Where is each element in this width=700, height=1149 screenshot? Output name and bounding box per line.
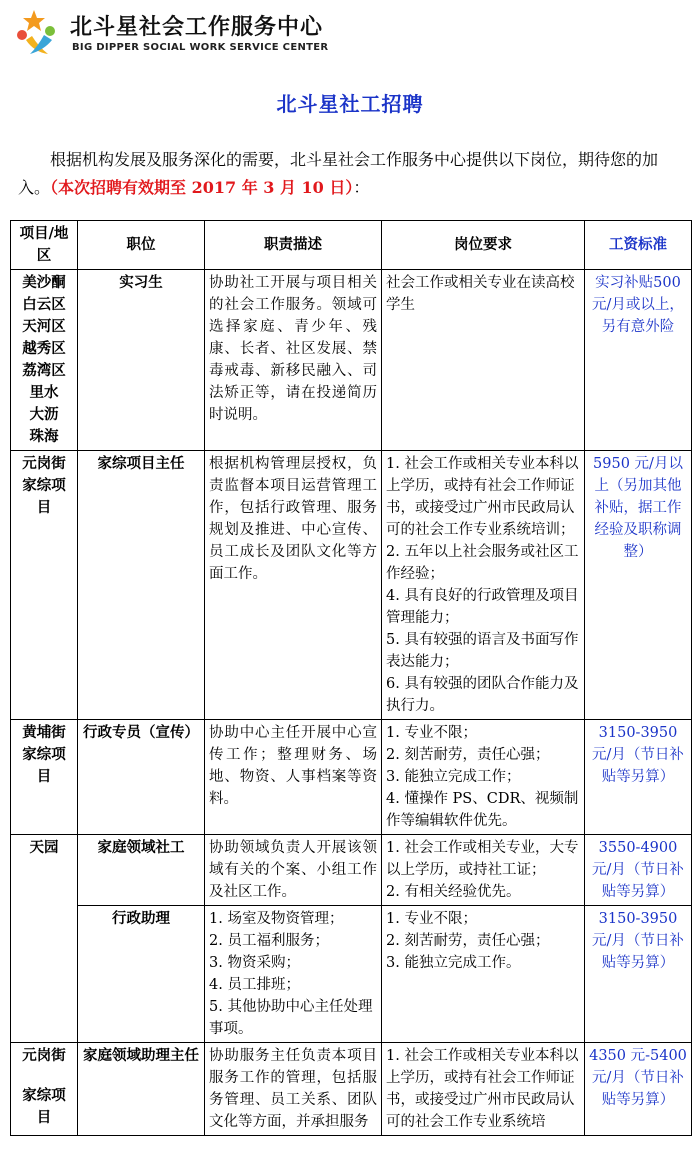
requirement-item: 社会工作或相关专业在读高校学生 (386, 275, 575, 313)
region-line: 白云区 (22, 296, 66, 313)
requirement-item: 3. 能独立完成工作。 (386, 955, 521, 971)
position-cell: 家庭领域社工 (78, 835, 205, 906)
requirement-item: 1. 社会工作或相关专业本科以上学历，或持有社会工作师证书，或接受过广州市民政局认可的社会工作专业系统培训； (386, 456, 579, 538)
org-name-cn: 北斗星社会工作服务中心 (70, 15, 324, 40)
duties-cell: 协助中心主任开展中心宣传工作；整理财务、场地、物资、人事档案等资料。 (205, 720, 382, 835)
region-line: 越秀区 (22, 340, 66, 357)
requirement-item: 1. 社会工作或相关专业本科以上学历，或持有社会工作师证书，或接受过广州市民政局认可的社会工作专业系统培 (386, 1048, 579, 1130)
requirement-item: 2. 刻苦耐劳，责任心强； (386, 747, 550, 763)
salary-cell: 3150-3950 元/月（节日补贴等另算） (585, 720, 692, 835)
region-cell (11, 720, 78, 835)
duties-cell: 根据机构管理层授权，负责监督本项目运营管理工作，包括行政管理、服务规划及推进、中心宣传、员工成长及团队文化等方面工作。 (205, 451, 382, 720)
position-cell: 家庭领域助理主任 (78, 1043, 205, 1136)
requirements-cell (382, 720, 585, 835)
region-line: 天园 (29, 839, 59, 856)
salary-cell: 实习补贴500 元/月或以上，另有意外险 (585, 270, 692, 451)
header-requirements: 岗位要求 (382, 221, 585, 270)
requirements-cell (382, 835, 585, 906)
region-line: 目 (36, 499, 52, 516)
region-line: 大沥 (29, 406, 59, 423)
region-line: 天河区 (22, 318, 66, 335)
requirement-item: 4. 具有良好的行政管理及项目管理能力； (386, 588, 579, 626)
table-row (11, 270, 692, 451)
position-cell: 行政专员（宣传） (78, 720, 205, 835)
intro-paragraph (18, 146, 684, 202)
org-header (14, 6, 414, 58)
region-line: 家综项 (22, 477, 66, 494)
table-row (11, 720, 692, 835)
header-duties: 职责描述 (205, 221, 382, 270)
page-title: 北斗星社工招聘 (276, 92, 424, 116)
intro-tail: ： (353, 178, 370, 197)
region-cell (11, 270, 78, 451)
requirement-item: 1. 专业不限； (386, 725, 477, 741)
job-table (10, 220, 692, 1136)
table-header-row (11, 221, 692, 270)
region-spacer (15, 1067, 73, 1085)
table-row (11, 906, 692, 1043)
big-dipper-logo-icon (14, 8, 62, 56)
requirement-item: 1. 社会工作或相关专业，大专以上学历，或持社工证； (386, 840, 579, 878)
salary-cell: 3550-4900 元/月（节日补贴等另算） (585, 835, 692, 906)
position-cell: 家综项目主任 (78, 451, 205, 720)
intro-text: 根据机构发展及服务深化的需要，北斗星社会工作服务中心提供以下岗位，期待您的加入。 (18, 150, 659, 197)
region-cell (11, 835, 78, 1043)
duty-item: 3. 物资采购； (209, 955, 300, 971)
region-line: 元岗街 (22, 1047, 66, 1064)
region-line: 目 (36, 768, 52, 785)
duties-cell (205, 906, 382, 1043)
duties-cell: 协助领域负责人开展该领域有关的个案、小组工作及社区工作。 (205, 835, 382, 906)
duty-item: 2. 员工福利服务； (209, 933, 329, 949)
header-region: 项目/地区 (11, 221, 78, 270)
requirement-item: 2. 有相关经验优先。 (386, 884, 521, 900)
requirement-item: 5. 具有较强的语言及书面写作表达能力； (386, 632, 579, 670)
duty-item: 4. 员工排班； (209, 977, 300, 993)
salary-cell: 5950 元/月以上（另加其他补贴，据工作经验及职称调整） (585, 451, 692, 720)
table-row (11, 451, 692, 720)
region-line: 珠海 (29, 428, 59, 445)
duty-item: 5. 其他协助中心主任处理事项。 (209, 999, 373, 1037)
salary-cell: 3150-3950 元/月（节日补贴等另算） (585, 906, 692, 1043)
duties-cell: 协助社工开展与项目相关的社会工作服务。领域可选择家庭、青少年、残康、长者、社区发展、禁毒戒毒、新移民融入、司法矫正等，请在投递简历时说明。 (205, 270, 382, 451)
header-salary: 工资标准 (585, 221, 692, 270)
region-line: 荔湾区 (22, 362, 66, 379)
region-line: 里水 (29, 384, 59, 401)
table-row (11, 835, 692, 906)
region-line: 元岗街 (22, 455, 66, 472)
requirement-item: 2. 五年以上社会服务或社区工作经验； (386, 544, 579, 582)
region-cell (11, 451, 78, 720)
requirement-item: 2. 刻苦耐劳，责任心强； (386, 933, 550, 949)
requirements-cell (382, 906, 585, 1043)
salary-cell: 4350 元-5400 元/月（节日补贴等另算） (585, 1043, 692, 1136)
position-cell: 行政助理 (78, 906, 205, 1043)
duties-cell: 协助服务主任负责本项目服务工作的管理，包括服务管理、员工关系、团队文化等方面，并承担服务 (205, 1043, 382, 1136)
requirement-item: 6. 具有较强的团队合作能力及执行力。 (386, 676, 579, 714)
header-position: 职位 (78, 221, 205, 270)
validity-notice: （本次招聘有效期至 2017 年 3 月 10 日） (50, 178, 354, 197)
region-line: 黄埔街 (22, 724, 66, 741)
table-row (11, 1043, 692, 1136)
requirement-item: 4. 懂操作 PS、CDR、视频制作等编辑软件优先。 (386, 791, 579, 829)
org-name-en: BIG DIPPER SOCIAL WORK SERVICE CENTER (72, 42, 329, 53)
region-line: 美沙酮 (22, 274, 66, 291)
requirement-item: 3. 能独立完成工作； (386, 769, 521, 785)
requirements-cell (382, 1043, 585, 1136)
region-line: 目 (36, 1109, 52, 1126)
region-line: 家综项 (22, 1087, 66, 1104)
region-line: 家综项 (22, 746, 66, 763)
position-cell: 实习生 (78, 270, 205, 451)
requirement-item: 1. 专业不限； (386, 911, 477, 927)
region-cell (11, 1043, 78, 1136)
duty-item: 1. 场室及物资管理； (209, 911, 344, 927)
requirements-cell (382, 451, 585, 720)
requirements-cell (382, 270, 585, 451)
